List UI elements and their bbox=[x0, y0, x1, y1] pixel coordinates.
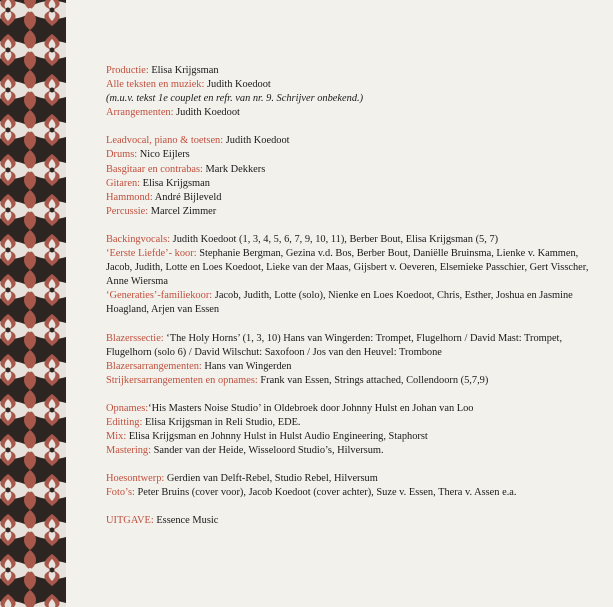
credit-line bbox=[106, 64, 601, 78]
credits-section bbox=[106, 332, 601, 388]
section-spacer bbox=[106, 318, 601, 332]
credit-names: Peter Bruins (cover voor), Jacob Koedoot (cover achter), Suze v. Essen, Thera v. Assen e.a. bbox=[134, 487, 517, 499]
credit-role-label: Drums: bbox=[106, 149, 138, 161]
credit-line bbox=[106, 360, 601, 374]
credits-section bbox=[106, 472, 601, 500]
credit-line bbox=[106, 402, 601, 416]
credit-names: Judith Koedoot bbox=[204, 79, 271, 91]
credit-line bbox=[106, 247, 601, 289]
credits-section bbox=[106, 402, 601, 458]
section-spacer bbox=[106, 458, 601, 472]
credit-names: Mark Dekkers bbox=[202, 163, 266, 175]
credit-line bbox=[106, 163, 601, 177]
credit-role-label: ‘Eerste Liefde’- koor: bbox=[106, 248, 197, 260]
credit-names: ‘The Holy Horns’ (1, 3, 10) Hans van Wingerden: Trompet, Flugelhorn / David Mast: Trompet, Flugelhorn (solo 6) / David Wilschut: Saxofoon / Jos van den Heuvel: Trombone bbox=[106, 332, 563, 358]
credit-names: Elisa Krijgsman bbox=[148, 65, 219, 76]
credit-role-label: Alle teksten en muziek: bbox=[106, 79, 205, 91]
credits-section bbox=[106, 514, 601, 528]
credit-line bbox=[106, 374, 601, 388]
credit-names: Judith Koedoot bbox=[223, 135, 290, 147]
credit-line bbox=[106, 444, 601, 458]
credits-section bbox=[106, 134, 601, 219]
credit-line bbox=[106, 486, 601, 500]
credit-role-label: Percussie: bbox=[106, 205, 149, 217]
credit-line bbox=[106, 78, 601, 92]
credit-line bbox=[106, 289, 601, 317]
section-spacer bbox=[106, 500, 601, 514]
credit-names: Frank van Essen, Strings attached, Collendoorn (5,7,9) bbox=[257, 374, 489, 386]
credits-list bbox=[106, 64, 601, 529]
credit-names: Hans van Wingerden bbox=[201, 360, 292, 372]
credit-names: Elisa Krijgsman bbox=[140, 177, 210, 189]
credit-names: Sander van der Heide, Wisseloord Studio’s, Hilversum. bbox=[151, 445, 384, 457]
credit-names: Judith Koedoot (1, 3, 4, 5, 6, 7, 9, 10, 11), Berber Bout, Elisa Krijgsman (5, 7) bbox=[170, 233, 499, 245]
credit-role-label: UITGAVE: bbox=[106, 515, 154, 527]
credit-line bbox=[106, 177, 601, 191]
credit-role-label: Leadvocal, piano & toetsen: bbox=[106, 135, 224, 147]
credit-line bbox=[106, 416, 601, 430]
credit-role-label: Mix: bbox=[106, 431, 127, 443]
credit-names: Marcel Zimmer bbox=[148, 205, 217, 217]
credit-role-label: Productie: bbox=[106, 65, 149, 76]
credit-names: Judith Koedoot bbox=[173, 107, 240, 119]
credit-line bbox=[106, 106, 601, 120]
credit-role-label: Editting: bbox=[106, 416, 143, 428]
credit-role-label: Backingvocals: bbox=[106, 233, 171, 245]
credit-line bbox=[106, 430, 601, 444]
credit-names: Nico Eijlers bbox=[137, 149, 190, 161]
ornament-pattern-icon bbox=[0, 0, 66, 607]
credit-role-label: Basgitaar en contrabas: bbox=[106, 163, 203, 175]
credit-line bbox=[106, 514, 601, 528]
credit-line bbox=[106, 191, 601, 205]
credit-note: (m.u.v. tekst 1e couplet en refr. van nr. 9. Schrijver onbekend.) bbox=[106, 93, 364, 105]
credit-names: Stephanie Bergman, Gezina v.d. Bos, Berber Bout, Daniëlle Bruinsma, Lienke v. Kammen, Jacob, Judith, Lotte en Loes Koedoot, Lieke van der Maas, Gijsbert v. Oeveren, Elsemieke Passchier, Gert Visscher, Anne Wiersma bbox=[106, 248, 589, 288]
credit-role-label: Blazersarrangementen: bbox=[106, 360, 202, 372]
credit-line bbox=[106, 92, 601, 106]
credit-line bbox=[106, 205, 601, 219]
credit-names: Elisa Krijgsman in Reli Studio, EDE. bbox=[142, 416, 301, 428]
credit-role-label: Gitaren: bbox=[106, 177, 141, 189]
credit-line bbox=[106, 472, 601, 486]
credit-line bbox=[106, 233, 601, 247]
credit-role-label: Arrangementen: bbox=[106, 107, 174, 119]
credits-section bbox=[106, 233, 601, 318]
credit-role-label: ‘Generaties’-familiekoor: bbox=[106, 290, 213, 302]
credit-role-label: Mastering: bbox=[106, 445, 152, 457]
credit-line bbox=[106, 148, 601, 162]
credit-names: Elisa Krijgsman en Johnny Hulst in Hulst Audio Engineering, Staphorst bbox=[126, 431, 428, 443]
credit-names: Jacob, Judith, Lotte (solo), Nienke en Loes Koedoot, Chris, Esther, Joshua en Jasmine Hoagland, Arjen van Essen bbox=[106, 290, 573, 316]
section-spacer bbox=[106, 388, 601, 402]
credit-names: ‘His Masters Noise Studio’ in Oldebroek door Johnny Hulst en Johan van Loo bbox=[148, 402, 474, 414]
section-spacer bbox=[106, 120, 601, 134]
credit-role-label: Strijkersarrangementen en opnames: bbox=[106, 374, 258, 386]
credit-role-label: Hammond: bbox=[106, 191, 153, 203]
credit-role-label: Foto’s: bbox=[106, 487, 135, 499]
credit-names: Essence Music bbox=[153, 515, 219, 527]
credit-names: Gerdien van Delft-Rebel, Studio Rebel, Hilversum bbox=[164, 473, 378, 485]
section-spacer bbox=[106, 219, 601, 233]
credits-section bbox=[106, 64, 601, 120]
credit-role-label: Hoesontwerp: bbox=[106, 473, 165, 485]
credit-line bbox=[106, 134, 601, 148]
credit-role-label: Blazerssectie: bbox=[106, 332, 164, 344]
decorative-pattern-border bbox=[0, 0, 66, 607]
credit-line bbox=[106, 332, 601, 360]
credit-names: André Bijleveld bbox=[152, 191, 222, 203]
credit-role-label: Opnames: bbox=[106, 402, 149, 414]
